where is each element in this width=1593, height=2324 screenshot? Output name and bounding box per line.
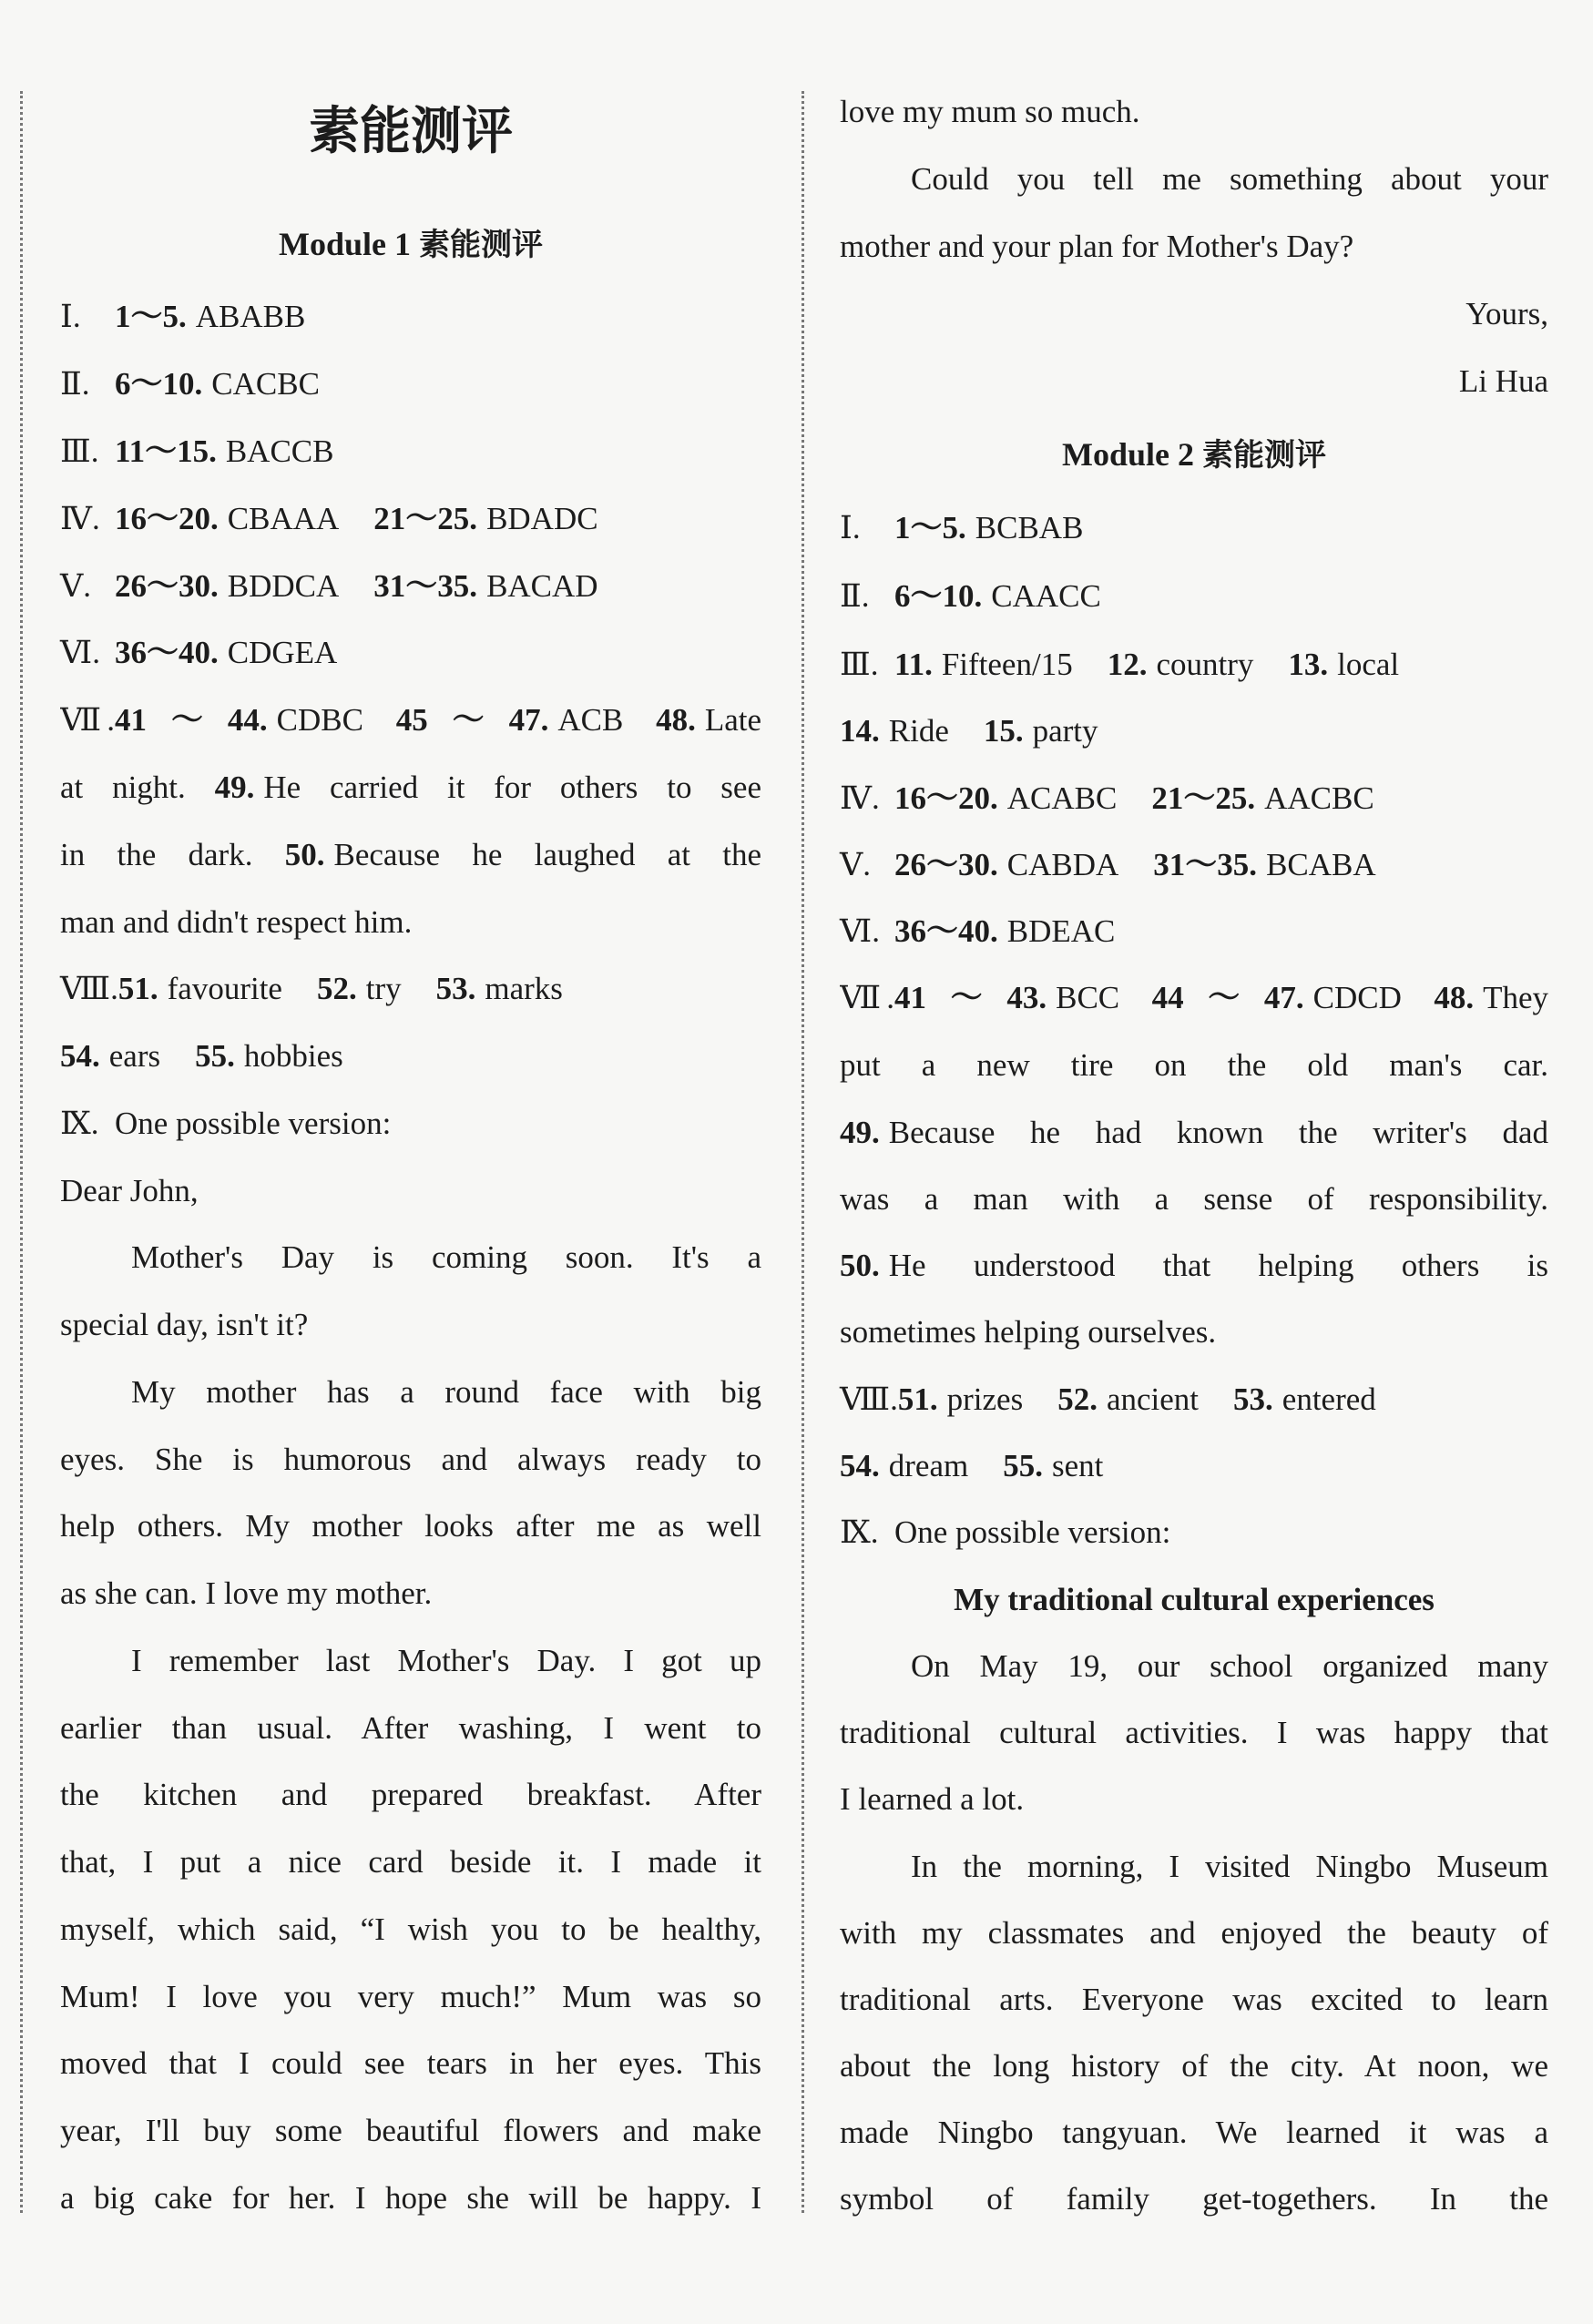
letter-line: Mum! I love you very much!” Mum was so xyxy=(60,1979,761,2014)
letter-line: year, I'll buy some beautiful flowers and make xyxy=(60,2113,761,2148)
m2-section-2: Ⅱ. 6～10. CAACC xyxy=(840,578,1101,614)
m1-section-9-intro: Ⅸ. One possible version: xyxy=(60,1106,392,1141)
m2-section-8-line-2: 54. dream 55. sent xyxy=(840,1448,1104,1483)
m1-section-4: Ⅳ. 16～20. CBAAA 21～25. BDADC xyxy=(60,501,598,536)
letter-line: eyes. She is humorous and always ready to xyxy=(60,1442,761,1477)
essay-line: In the morning, I visited Ningbo Museum xyxy=(911,1849,1548,1884)
m2-section-7-line-5: 50. He understood that helping others is xyxy=(840,1248,1548,1283)
m1-section-7-line-1: Ⅶ.41～44. CDBC 45～47. ACB 48. Late xyxy=(60,702,761,738)
letter-line: a big cake for her. I hope she will be happy. I xyxy=(60,2180,761,2216)
letter-line: My mother has a round face with big xyxy=(131,1374,761,1410)
m1-section-7-line-3: in the dark. 50. Because he laughed at the xyxy=(60,837,761,872)
m2-section-7-line-1: Ⅶ.41～43. BCC 44～47. CDCD 48. They xyxy=(840,980,1548,1015)
m2-section-7-line-2: put a new tire on the old man's car. xyxy=(840,1047,1548,1083)
m2-section-7-line-3: 49. Because he had known the writer's dad xyxy=(840,1115,1548,1150)
m2-section-3-line-1: Ⅲ. 11. Fifteen/15 12. country 13. local xyxy=(840,647,1400,682)
m2-section-1: Ⅰ. 1～5. BCBAB xyxy=(840,510,1084,545)
dotted-column-divider xyxy=(802,91,804,2213)
m1-section-6: Ⅵ. 36～40. CDGEA xyxy=(60,635,338,670)
m1-section-8-line-1: Ⅷ.51. favourite 52. try 53. marks xyxy=(60,971,563,1006)
letter-line: the kitchen and prepared breakfast. After xyxy=(60,1777,761,1812)
letter-line: special day, isn't it? xyxy=(60,1307,309,1342)
m1-section-2: Ⅱ. 6～10. CACBC xyxy=(60,366,320,402)
essay-line: traditional cultural activities. I was happy that xyxy=(840,1715,1548,1750)
letter-line: love my mum so much. xyxy=(840,94,1140,129)
letter-line: moved that I could see tears in her eyes. This xyxy=(60,2045,761,2081)
letter-line: earlier than usual. After washing, I went to xyxy=(60,1710,761,1746)
essay-title: My traditional cultural experiences xyxy=(954,1582,1435,1617)
essay-line: On May 19, our school organized many xyxy=(911,1648,1548,1684)
m2-section-3-line-2: 14. Ride 15. party xyxy=(840,713,1098,749)
m1-section-5: Ⅴ. 26～30. BDDCA 31～35. BACAD xyxy=(60,568,598,604)
letter-line: as she can. I love my mother. xyxy=(60,1575,433,1611)
letter-closing: Yours, xyxy=(1465,296,1548,331)
m2-section-8-line-1: Ⅷ.51. prizes 52. ancient 53. entered xyxy=(840,1381,1376,1417)
page-title: 素能测评 xyxy=(309,102,513,161)
letter-line: mother and your plan for Mother's Day? xyxy=(840,229,1354,264)
letter-signature: Li Hua xyxy=(1458,363,1548,399)
letter-line: I remember last Mother's Day. I got up xyxy=(131,1643,761,1678)
letter-line: Mother's Day is coming soon. It's a xyxy=(131,1239,761,1275)
module1-heading: Module 1 素能测评 xyxy=(278,226,543,263)
m2-section-7-line-6: sometimes helping ourselves. xyxy=(840,1314,1217,1350)
m1-section-3: Ⅲ. 11～15. BACCB xyxy=(60,433,334,469)
letter-greeting: Dear John, xyxy=(60,1173,199,1208)
m1-section-7-line-2: at night. 49. He carried it for others to see xyxy=(60,770,761,805)
essay-line: symbol of family get-togethers. In the xyxy=(840,2181,1548,2217)
m2-section-9-intro: Ⅸ. One possible version: xyxy=(840,1514,1171,1550)
essay-line: with my classmates and enjoyed the beauty of xyxy=(840,1915,1548,1951)
essay-line: I learned a lot. xyxy=(840,1781,1025,1817)
essay-line: made Ningbo tangyuan. We learned it was a xyxy=(840,2115,1548,2150)
m2-section-6: Ⅵ. 36～40. BDEAC xyxy=(840,913,1116,949)
m2-section-4: Ⅳ. 16～20. ACABC 21～25. AACBC xyxy=(840,780,1374,816)
m1-section-7-line-4: man and didn't respect him. xyxy=(60,904,413,940)
letter-line: that, I put a nice card beside it. I made it xyxy=(60,1844,761,1880)
dotted-cut-line xyxy=(20,91,23,2213)
m2-section-5: Ⅴ. 26～30. CABDA 31～35. BCABA xyxy=(840,847,1376,882)
m1-section-1: Ⅰ. 1～5. ABABB xyxy=(60,299,306,334)
letter-line: help others. My mother looks after me as well xyxy=(60,1508,761,1544)
essay-line: traditional arts. Everyone was excited to learn xyxy=(840,1982,1548,2017)
m2-section-7-line-4: was a man with a sense of responsibility. xyxy=(840,1181,1548,1217)
module2-heading: Module 2 素能测评 xyxy=(1061,436,1326,474)
letter-line: Could you tell me something about your xyxy=(911,161,1548,197)
m1-section-8-line-2: 54. ears 55. hobbies xyxy=(60,1038,343,1074)
letter-line: myself, which said, “I wish you to be healthy, xyxy=(60,1911,761,1947)
essay-line: about the long history of the city. At noon, we xyxy=(840,2048,1548,2084)
